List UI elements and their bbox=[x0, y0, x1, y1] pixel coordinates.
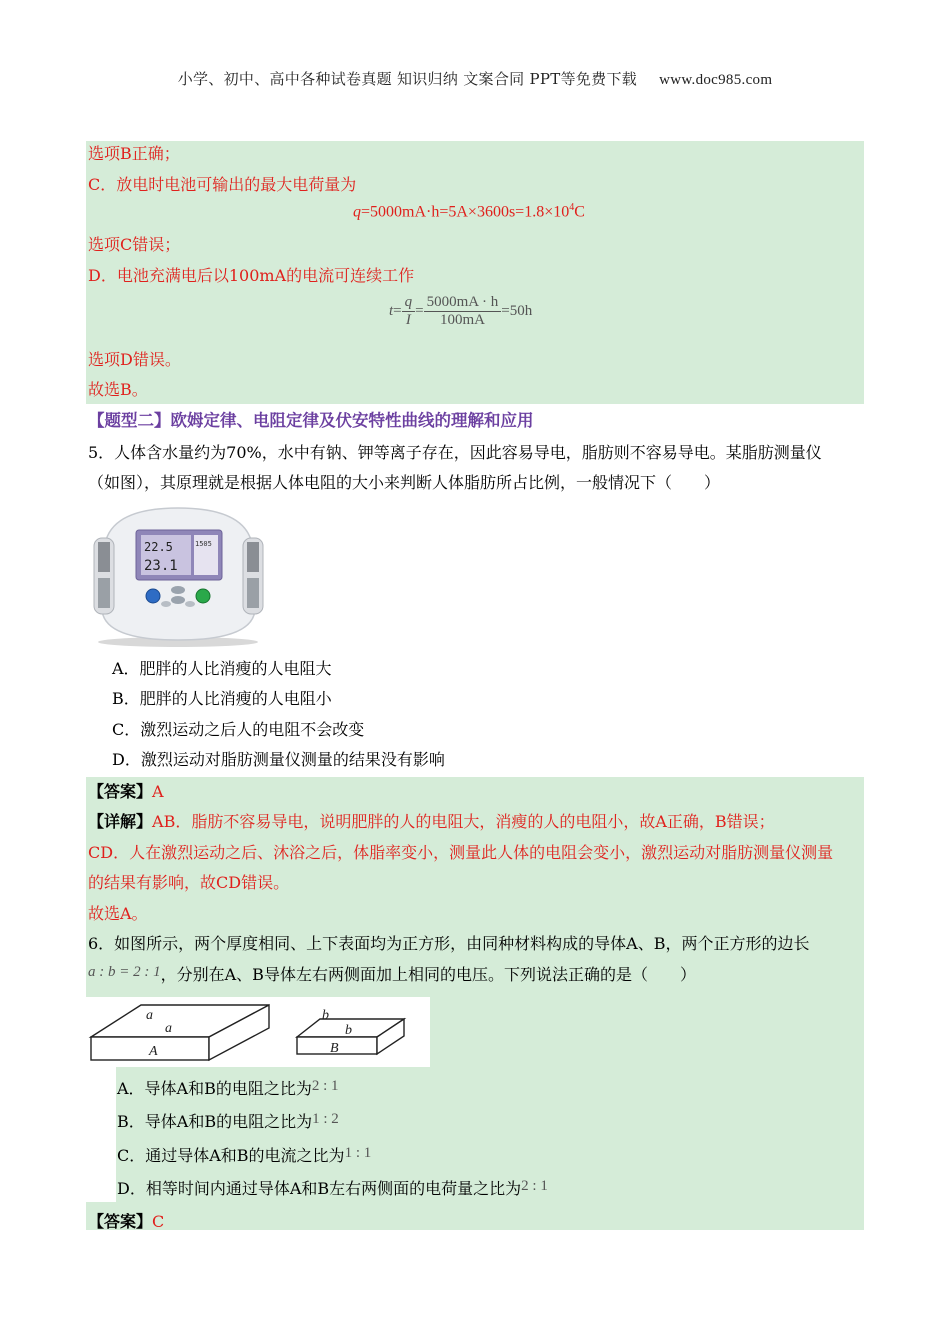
q6-option-a-text: A．导体A和B的电阻之比为 bbox=[117, 1079, 312, 1098]
label-B: B bbox=[330, 1041, 339, 1056]
q6-stem-line2 bbox=[88, 964, 696, 987]
label-a-top: a bbox=[165, 1021, 172, 1036]
q6-stem-line1: 6．如图所示，两个厚度相同、上下表面均为正方形，由同种材料构成的导体A、B，两个正方形的边长 bbox=[88, 934, 810, 953]
q5-detail-line2: CD．人在激烈运动之后、沐浴之后，体脂率变小，测量此人体的电阻会变小，激烈运动对脂肪测量仪测量 bbox=[88, 843, 834, 862]
q6-option-a-math: 2 : 1 bbox=[311, 1078, 339, 1094]
q6-option-d-math: 2 : 1 bbox=[521, 1178, 548, 1194]
conductor-blocks-illustration bbox=[86, 997, 430, 1065]
display-top-value: 22.5 bbox=[144, 540, 173, 554]
q6-option-c-text: C．通过导体A和B的电流之比为 bbox=[117, 1146, 345, 1165]
formula-t bbox=[389, 294, 532, 329]
q5-option-a: A．肥胖的人比消瘦的人电阻大 bbox=[112, 659, 332, 678]
label-b-top: b bbox=[345, 1023, 352, 1038]
blue-button-icon bbox=[146, 589, 160, 603]
display-side-value: 1505 bbox=[195, 540, 212, 548]
formula-t-var: t bbox=[389, 302, 394, 319]
choose-b: 故选B。 bbox=[88, 380, 148, 399]
q6-stem-line2-text: ，分别在A、B导体左右两侧面加上相同的电压。下列说法正确的是（ ） bbox=[160, 965, 696, 984]
conductor-blocks-diagram bbox=[86, 997, 430, 1065]
page-header bbox=[0, 68, 950, 89]
option-b-correct: 选项B正确； bbox=[88, 144, 180, 163]
formula-q bbox=[353, 202, 585, 221]
q5-detail-line3: 的结果有影响，故CD错误。 bbox=[88, 873, 290, 892]
display-bottom-value: 23.1 bbox=[144, 558, 178, 574]
highlight-block-5 bbox=[86, 1202, 864, 1230]
formula-q-var: q bbox=[353, 203, 361, 221]
formula-q-unit: C bbox=[574, 203, 585, 221]
q5-detail-line1 bbox=[88, 811, 775, 833]
fraction-q-over-i bbox=[402, 294, 416, 329]
q6-answer-label: 【答案】 bbox=[88, 1212, 153, 1231]
q5-option-d: D．激烈运动对脂肪测量仪测量的结果没有影响 bbox=[112, 750, 445, 769]
q5-option-c: C．激烈运动之后人的电阻不会改变 bbox=[112, 720, 365, 739]
fraction-den-i: I bbox=[405, 312, 411, 328]
header-url[interactable]: www.doc985.com bbox=[659, 72, 773, 88]
c-line: C．放电时电池可输出的最大电荷量为 bbox=[88, 175, 357, 194]
formula-q-exp: 4 bbox=[569, 202, 575, 213]
option-d-wrong: 选项D错误。 bbox=[88, 350, 181, 369]
topic-2-heading: 【题型二】欧姆定律、电阻定律及伏安特性曲线的理解和应用 bbox=[88, 411, 534, 430]
green-button-icon bbox=[196, 589, 210, 603]
q6-option-d bbox=[117, 1178, 548, 1201]
fraction-num-q: q bbox=[402, 294, 416, 312]
formula-t-eq2: = bbox=[415, 302, 424, 319]
q6-answer-value: C bbox=[152, 1212, 165, 1231]
formula-t-result: =50h bbox=[501, 302, 533, 319]
q5-stem-line1: 5．人体含水量约为70%，水中有钠、钾等离子存在，因此容易导电，脂肪则不容易导电。某脂肪测量仪 bbox=[88, 443, 822, 462]
q5-choose: 故选A。 bbox=[88, 904, 148, 923]
label-b-edge: b bbox=[322, 1008, 329, 1023]
q6-ratio-math: a : b = 2 : 1 bbox=[88, 964, 161, 980]
body-fat-meter-image bbox=[86, 500, 271, 648]
center-button-top-icon bbox=[171, 586, 185, 594]
q6-option-d-text: D．相等时间内通过导体A和B左右两侧面的电荷量之比为 bbox=[117, 1179, 522, 1198]
q5-detail-label: 【详解】 bbox=[88, 812, 153, 831]
q6-option-b-math: 1 : 2 bbox=[312, 1111, 339, 1127]
q5-answer bbox=[88, 781, 164, 803]
label-a-edge: a bbox=[146, 1008, 153, 1023]
option-c-wrong: 选项C错误； bbox=[88, 235, 181, 254]
formula-q-rest: =5000mA·h=5A×3600s=1.8×10 bbox=[361, 203, 570, 221]
q6-option-b-text: B．导体A和B的电阻之比为 bbox=[117, 1112, 313, 1131]
fraction-den: 100mA bbox=[439, 312, 485, 328]
q5-option-b: B．肥胖的人比消瘦的人电阻小 bbox=[112, 689, 332, 708]
highlight-block-3 bbox=[430, 997, 864, 1067]
q5-stem-line2: （如图），其原理就是根据人体电阻的大小来判断人体脂肪所占比例，一般情况下（ ） bbox=[88, 473, 721, 492]
body-fat-meter-illustration bbox=[86, 500, 271, 648]
header-text: 小学、初中、高中各种试卷真题 知识归纳 文案合同 PPT等免费下载 bbox=[177, 70, 638, 88]
q6-answer bbox=[88, 1211, 164, 1233]
fraction-charge-over-current bbox=[424, 294, 502, 329]
d-line: D．电池充满电后以100mA的电流可连续工作 bbox=[88, 266, 415, 285]
q6-option-a bbox=[117, 1078, 339, 1101]
center-button-bottom-icon bbox=[171, 596, 185, 604]
formula-t-eq1: = bbox=[393, 302, 402, 319]
q6-option-c bbox=[117, 1145, 371, 1168]
label-A: A bbox=[149, 1044, 158, 1059]
q5-answer-label: 【答案】 bbox=[88, 782, 153, 801]
q6-option-b bbox=[117, 1111, 339, 1134]
q5-answer-value: A bbox=[152, 782, 164, 801]
fraction-num: 5000mA · h bbox=[424, 294, 502, 312]
q5-detail-text1: AB．脂肪不容易导电，说明肥胖的人的电阻大，消瘦的人的电阻小，故A正确，B错误； bbox=[152, 812, 775, 831]
q6-option-c-math: 1 : 1 bbox=[344, 1145, 372, 1161]
